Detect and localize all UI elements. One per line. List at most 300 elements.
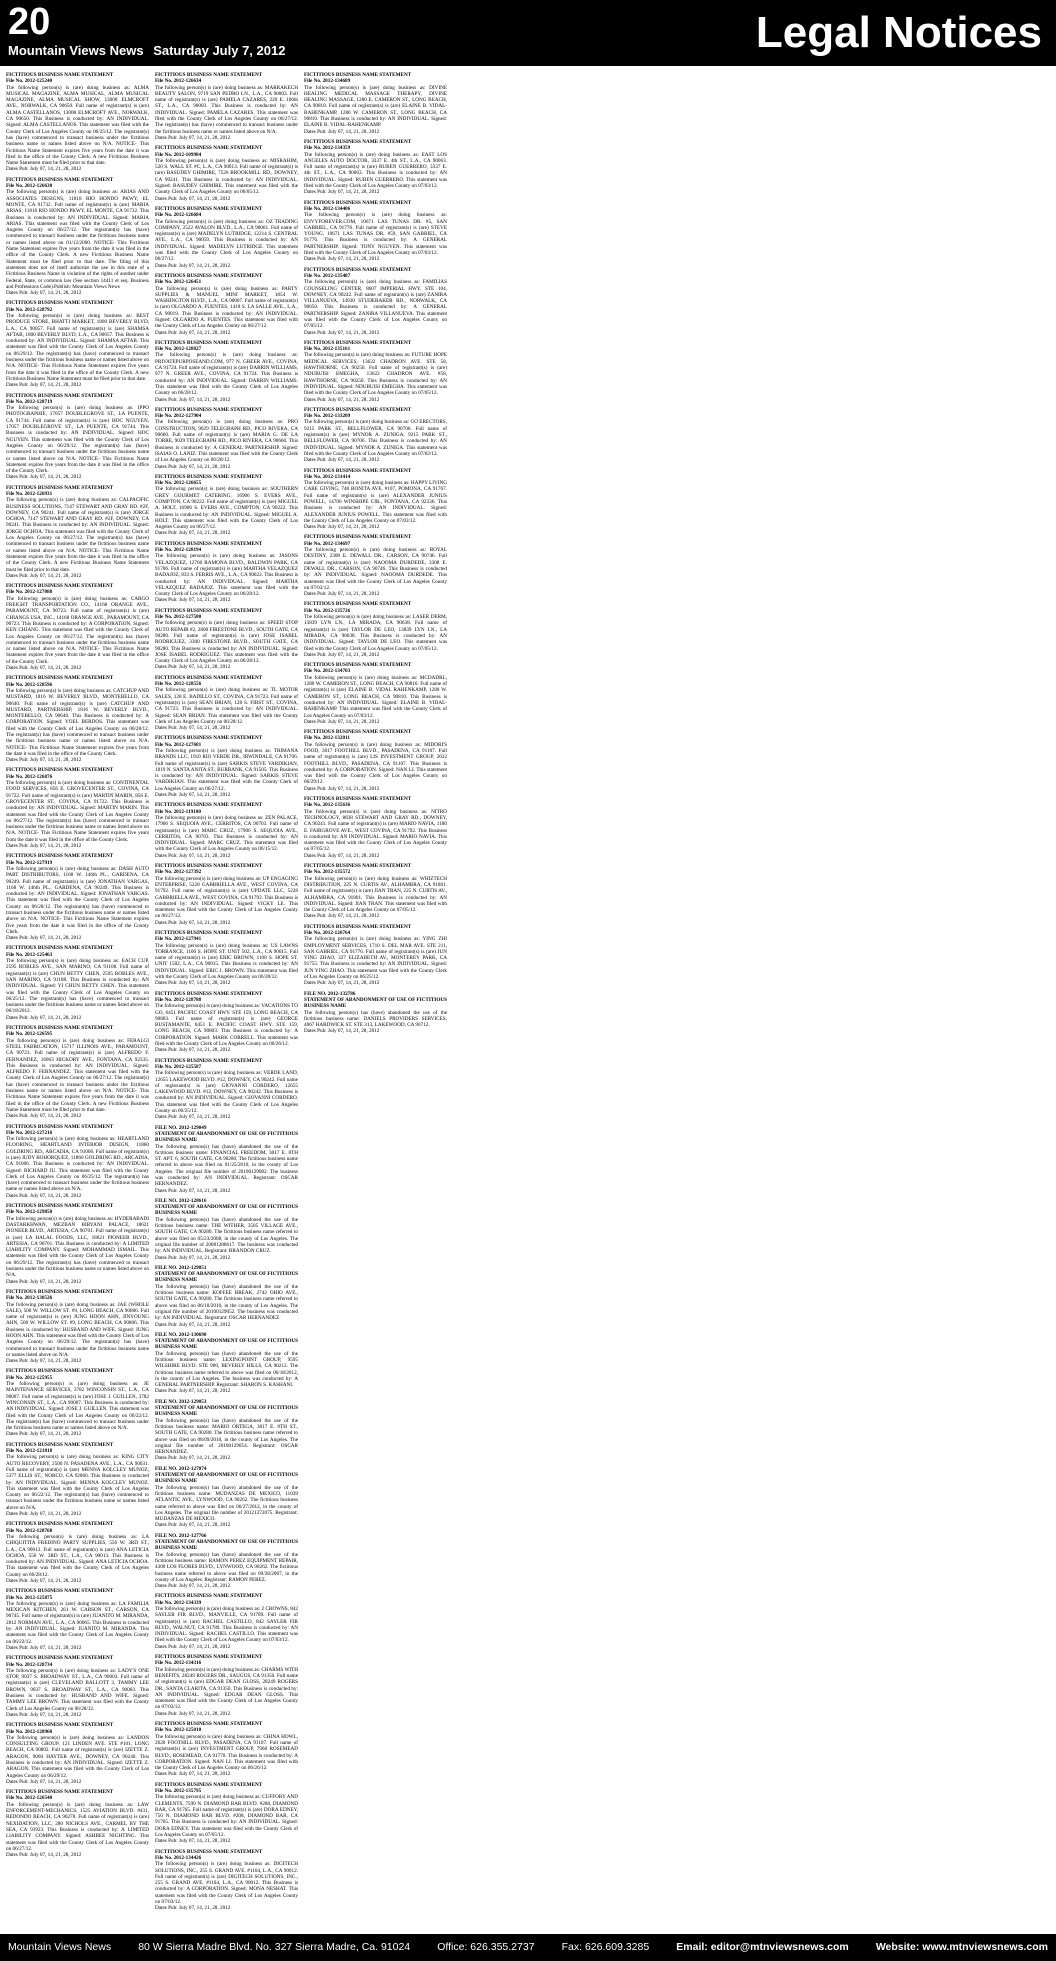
column-6 (751, 72, 894, 1930)
notice-body: The following person(s) is (are) doing business as: LA FAMILIA MEXICAN KITCHEN, 261 W. CARSON ST., CARSON, CA 90745. Full name of registrant(s) is (are) JUANITO M. MIRANDA, 2812 NORMAN AVE., L.A., CA 90065. This Business is conducted by: AN INDIVIDUAL. Signed: JUANITO M. MIRANDA. This statement was filed with the County Clerk of Los Angeles County on 06/22/12. (6, 1600, 149, 1645)
notice-body: The following person(s) has (have) abandoned the use of the fictitious business name: MARIO ORTEGA, 3017 E. 8TH ST., SOUTH GATE, CA 90280. The fictitious business name referred to above was filed on 08/09/2010, in the county of Los Angeles. The original file number of 20100129054. Registrant: OSCAR HERNANDEZ. (155, 1417, 298, 1456)
notice-file-number: File No. 2012-128827 (155, 346, 202, 353)
notice-file-number: File No. 2012-128768 (6, 1527, 53, 1534)
notice-file-number: File No. 2012-125875 (6, 1594, 53, 1601)
notice-file-number: File No. 2012-126931 (6, 491, 53, 497)
notice-title: FICTITIOUS BUSINESS NAME STATEMENT (304, 266, 412, 273)
notice-body: The following person(s) has (have) abandoned the use of the fictitious business name: RAMON PEREZ EQUIPMENT REPAIR, 4300 LOS FLORES BLVD., LYNWOOD, CA 90262. The fictitious business name referred to above was filed on 09/28/2007, in the county of Los Angeles. Registrant: RAMON PEREZ. (155, 1551, 298, 1583)
notice-dates: Dates Pub: July 07, 14, 21, 28, 2012 (6, 1644, 82, 1651)
notice-file-number: File No. 2012-128788 (155, 996, 202, 1003)
notice-body: The following person(s) is (are) doing business as: NITRO TECHNOLOGY, 8838 STEWART AND GRAY RD., DOWNEY, CA 90241. Full name of registrant(s) is (are) MARIO NAVIA, 1180 E. FAIRGROVE AVE., WEST COVINA, CA 91792. This Business is conducted by: AN INDIVIDUAL. Signed: MARIO NAVIA. This statement was filed with the County Clerk of Los Angeles County on 07/05/12. (304, 808, 447, 853)
notice-dates: Dates Pub: July 07, 14, 21, 28, 2012 (155, 195, 231, 202)
notice-title: FICTITIOUS BUSINESS NAME STATEMENT (6, 1123, 114, 1130)
notice-title: FICTITIOUS BUSINESS NAME STATEMENT (6, 945, 114, 952)
notice-title: FICTITIOUS BUSINESS NAME STATEMENT (6, 484, 114, 491)
notice-body: The following person(s) is (are) doing business as: VERDE LAND, 12655 LAKEWOOD BLVD. #12, DOWNEY, CA 90242. Full name of registrant(s) is (are) GIOVANNI CORDERO, 12655 LAKEWOOD BLVD. #12, DOWNEY, CA 90242. This Business is conducted by: AN INDIVIDUAL. Signed: GIOVANNI CORDERO. This statement was filed with the County Clerk of Los Angeles County on 06/25/12. (155, 1070, 298, 1115)
notice-body: The following person(s) is (are) doing business as: TL MOTOR SALES, 128 E. BADILLO ST., COVINA, CA 91723. Full name of registrant(s) is (are) SEAN BRIAN, 128 S. FIRST ST., COVINA, CA 91723. This Business is conducted by: AN INDIVIDUAL. Signed: SEAN BRIAN. This statement was filed with the County Clerk of Los Angeles County on 06/28/12. (155, 687, 298, 725)
legal-notice (304, 468, 447, 531)
notice-title: FICTITIOUS BUSINESS NAME STATEMENT (155, 1848, 263, 1855)
notice-title: FICTITIOUS BUSINESS NAME STATEMENT (6, 1025, 114, 1032)
legal-notice (304, 863, 447, 920)
notice-title: FICTITIOUS BUSINESS NAME STATEMENT (155, 272, 263, 279)
notice-file-number: File No. 2012-109984 (155, 151, 202, 158)
notice-body: The following person(s) is (are) doing business as: DIVINE HEALING MEDICAL MASSAGE THERAPY, DIVINE HEALING MASSAGE, 1280 E. CAMERON ST., LONG BEACH, CA 90810. Full name of registrant(s) is (are) ELAINE B. VIDAL-RAHENKAMP, 1280 W. CAMERON ST., LONG BEACH, CA 90810. This Business is conducted by: AN INDIVIDUAL. Signed: ELAINE B. VIDAL-RAHENKAMP. (304, 84, 447, 129)
notice-file-number: File No. 2012-128719 (6, 398, 53, 405)
notice-file-number: File No. 2012-135726 (304, 607, 351, 614)
notice-dates: Dates Pub: July 07, 14, 21, 28, 2012 (155, 1522, 231, 1529)
notice-body: The following person(s) is (are) doing business as: PRO CONSTRUCTION, 9029 TELEGRAPH RD., PICO RIVERA, CA 90660. Full name of registrant(s) is (are) MARIA G. DE LA TORRE, 9029 TELEGRAPH RD., PICO RIVERA, CA 90660. This Business is conducted by: A GENERAL PARTNERSHIP. Signed: ISAIAS O. LANIZ. This statement was filed with the County Clerk of Los Angeles County on 06/28/12. (155, 419, 298, 464)
legal-notice (6, 1025, 149, 1119)
legal-notice (155, 407, 298, 470)
legal-notice (155, 1782, 298, 1845)
notice-file-number: File No. 2012-135572 (304, 869, 351, 876)
legal-notice (6, 485, 149, 579)
notice-title: FICTITIOUS BUSINESS NAME STATEMENT (6, 1203, 114, 1210)
notice-dates: Dates Pub: July 07, 14, 21, 28, 2012 (6, 1278, 82, 1285)
notice-dates: Dates Pub: July 07, 14, 21, 28, 2012 (304, 128, 380, 135)
legal-notice (304, 267, 447, 336)
notice-body: The following person(s) is (are) doing business as: YING ZHI EMPLOYMENT SERVICES, 1710 S. DEL MAR AVE. STE 211, SAN GABRIEL, CA 91776. Full name of registrant(s) is (are) JUN YING ZHAO, 327 ELIZABETH AV., MONTEREY PARK, CA 91755. This Business is conducted by: AN INDIVIDUAL. Signed: JUN YING ZHAO. This statement was filed with the County Clerk of Los Angeles County on 06/25/12. (304, 936, 447, 981)
notice-title: FICTITIOUS BUSINESS NAME STATEMENT (6, 300, 114, 307)
notice-dates: Dates Pub: July 07, 14, 21, 28, 2012 (6, 757, 82, 764)
notice-title: FICTITIOUS BUSINESS NAME STATEMENT (6, 392, 114, 399)
notice-file-number: STATEMENT OF ABANDONMENT OF USE OF FICTITIOUS BUSINESS NAME (155, 1338, 298, 1351)
notice-file-number: File No. 2012-134359 (304, 145, 351, 152)
notice-body: The following person(s) is (are) doing business as: VACATIONS TO GO, 6451 PACIFIC COAST HWY. STE 159, LONG BEACH, CA 90803. Full name of registrant(s) is (are) GEORGE BUSTAMANTE, 6451 E. PACIFIC COAST HWY. STE 159, LONG BEACH, CA 90803. This Business is conducted by: A CORPORATION. Signed: MARK CORRELL. This statement was filed with the County Clerk of Los Angeles County on 06/26/12. (155, 1003, 298, 1048)
notice-title: FICTITIOUS BUSINESS NAME STATEMENT (304, 339, 412, 346)
notice-file-number: File No. 2012-125955 (6, 1374, 53, 1381)
notice-body: The following person(s) is (are) doing business as: LANDON CONSULTING GROUP, 121 LINDEN AVE. STE #101, LONG BEACH, CA 90802. Full name of registrant(s) is (are) IZETTE Z. ARAGON, 9060 HAYTER AVE., DOWNEY, CA 90240. This Business is conducted by: AN INDIVIDUAL. Signed: IZETTE Z. ARAGON. This statement was filed with the County Clerk of Los Angeles County on 06/29/12. (6, 1734, 149, 1779)
legal-notice (155, 1265, 298, 1328)
notice-dates: Dates Pub: July 07, 14, 21, 28, 2012 (155, 1583, 231, 1590)
notice-file-number: File No. 2012-128792 (6, 306, 53, 313)
notice-title: FILE NO. 2012-130690 (155, 1331, 207, 1338)
notice-dates: Dates Pub: July 07, 14, 21, 28, 2012 (304, 329, 380, 336)
legal-notice (6, 945, 149, 1021)
notice-dates: Dates Pub: July 07, 14, 21, 28, 2012 (155, 664, 231, 671)
notice-file-number: File No. 2012-127904 (155, 413, 202, 420)
notice-title: FICTITIOUS BUSINESS NAME STATEMENT (155, 339, 263, 346)
notice-body: The following person(s) is (are) doing business as: ZEN PALACE, 17906 S. SEQUOIA AVE., CERRITOS, CA 90703. Full name of registrant(s) is (are) MARC CRUZ, 17906 S. SEQUOIA AVE., CERRITOS, CA 90703. This Business is conducted by: AN INDIVIDUAL. Signed: MARC CRUZ. This statement was filed with the County Clerk of Los Angeles County on 06/15/12. (155, 814, 298, 853)
notice-title: FICTITIOUS BUSINESS NAME STATEMENT (155, 72, 263, 78)
notice-body: The following person(s) is (are) doing business as: TRIMANA BRANDS LLC, 1910 RIO VERDE DR., IRWINDALE, CA 91706. Full name of registrant(s) is (are) SARKIS STEVE VARDIKIAN, 1019 N. SANTA ANITA ST., BURBANK, CA 91505. This Business is conducted by: AN INDIVIDUAL. Signed: SARKIS STEVE VARDIKIAN. This statement was filed with the County Clerk of Los Angeles County on 06/27/12. (155, 747, 298, 792)
notice-file-number: File No. 2012-127216 (6, 1129, 53, 1136)
notice-file-number: File No. 2012-128734 (6, 1661, 53, 1668)
legal-notice (6, 1789, 149, 1858)
notice-title: FICTITIOUS BUSINESS NAME STATEMENT (304, 662, 412, 669)
notice-dates: Dates Pub: July 07, 14, 21, 28, 2012 (6, 935, 82, 942)
notice-file-number: File No. 2012-126684 (155, 212, 202, 219)
legal-notice (155, 72, 298, 141)
notice-body: The following person(s) is (are) doing business as: DIGITECH SOLUTIONS, INC., 255 S. GRAND AVE. #1104, L.A., CA 90012. Full name of registrant(s) is (are) DIGITECH SOLUTIONS, INC., 255 S. GRAND AVE. #1104, L.A., CA 90012. This Business is conducted by: A CORPORATION. Signed: MONA NESHAT. This statement was filed with the County Clerk of Los Angeles County on 07/03/12. (155, 1861, 298, 1906)
notice-title: FICTITIOUS BUSINESS NAME STATEMENT (155, 1057, 263, 1064)
notice-dates: Dates Pub: July 07, 14, 21, 28, 2012 (6, 665, 82, 672)
notice-dates: Dates Pub: July 07, 14, 21, 28, 2012 (155, 1321, 231, 1328)
legal-notice (6, 1655, 149, 1718)
legal-notice (304, 340, 447, 403)
legal-notice (155, 1198, 298, 1261)
notice-file-number: File No. 2012-134703 (304, 668, 351, 675)
page-number: 20 (8, 1, 51, 43)
legal-notice (155, 273, 298, 336)
notice-body: The following person(s) is (are) doing business as: KING CITY AUTO RECOVERY, 2500 N. PASADENA AVE., L.A., CA 90031. Full name of registrant(s) is (are) MENNA KOLCLEY MUNOZ, 5377 ELLIS ST., NORCO, CA 92860. This Business is conducted by: AN INDIVIDUAL. Signed: MENNA KOLCLEY MUNOZ. This statement was filed with the County Clerk of Los Angeles County on 06/22/12. The registrant(s) has (have) commenced to transact business under the fictitious business name or names listed above on N/A. (6, 1454, 149, 1511)
notice-dates: Dates Pub: July 07, 14, 21, 28, 2012 (6, 382, 82, 389)
legal-notice (304, 924, 447, 987)
notice-title: FICTITIOUS BUSINESS NAME STATEMENT (155, 473, 263, 480)
notice-title: FILE NO. 2012-127074 (155, 1465, 207, 1472)
legal-notice (155, 802, 298, 859)
notice-title: FILE NO. 2012-129049 (155, 1124, 207, 1131)
legal-notice (6, 1521, 149, 1584)
notice-title: FICTITIOUS BUSINESS NAME STATEMENT (6, 583, 114, 590)
notice-title: FICTITIOUS BUSINESS NAME STATEMENT (304, 796, 412, 803)
notice-body: The following person(s) has (have) abandoned the use of the fictitious business name: KOFFEE BREAK, 2742 OHIO AVE., SOUTH GATE, CA 90280. The fictitious business name referred to above was filed on 06/10/2010, in the county of Los Angeles. The original file number of 20100129052. The business was conducted by: AN INDIVIDUAL. Registrant: OSCAR HERNANDEZ. (155, 1283, 298, 1322)
notice-body: The following person(s) is (are) doing business as: CHINA HOWL, 2620 FOOTHILL BLVD., PASADENA, CA 91107. Full name of registrant(s) is (are) INVESTMENT GROUP, 7968 ROSEMEAD BLVD., ROSEMEAD, CA 91770. This Business is conducted by: A CORPORATION. Signed: NAN LI. This statement was filed with the County Clerk of Los Angeles County on 06/26/12. (155, 1733, 298, 1772)
notice-body: The following person(s) has (have) abandoned the use of the fictitious business name: FINANCIAL FREEDOM, 3017 E. 8TH ST. APT. 6, SOUTH GATE, CA 90280. The fictitious business name referred to above was filed on 01/25/2010, in the county of Los Angeles. The original file number of 20100129082. The business was conducted by: AN INDIVIDUAL. Registrant: OSCAR HERNANDEZ. (155, 1143, 298, 1188)
notice-title: FICTITIOUS BUSINESS NAME STATEMENT (304, 923, 412, 930)
legal-notice (6, 1124, 149, 1200)
column-7 (900, 72, 1043, 1930)
legal-notice (6, 675, 149, 763)
masthead-line (8, 43, 291, 58)
notice-file-number: File No. 2012-134689 (304, 78, 351, 85)
notice-body: The following person(s) is (are) doing business as: JAE (WHOLE SALE), 500 W. WILLOW ST. #9, LONG BEACH, CA 90806. Full name of registrant(s) is (are) JUNG HOON AHN, JINYOUNG AHN, 500 W. WILLOW ST. #9, LONG BEACH, CA 90806. This Business is conducted by: HUSBAND AND WIFE. Signed: JUNG HOON AHN. This statement was filed with the County Clerk of Los Angeles County on 06/29/12. The registrant(s) has (have) commenced to transact business under the fictitious business name or names listed above on N/A. (6, 1301, 149, 1358)
notice-columns (6, 72, 1050, 1930)
notice-title: FICTITIOUS BUSINESS NAME STATEMENT (6, 1368, 114, 1375)
notice-body: The following person(s) is (are) doing business as: OZ TRADING COMPANY, 2522 AVALON BLVD., L.A., CA 90061. Full name of registrant(s) is (are) MADELYN LUTRIDGE, 12214 S. CENTRAL AVE., L.A., CA 90059. This Business is conducted by: AN INDIVIDUAL. Signed: MADELYN LUTRIDGE. This statement was filed with the County Clerk of Los Angeles County on 06/27/12. (155, 218, 298, 263)
notice-title: FICTITIOUS BUSINESS NAME STATEMENT (6, 1441, 114, 1448)
legal-notice (304, 729, 447, 792)
notice-dates: Dates Pub: July 07, 14, 21, 28, 2012 (6, 843, 82, 850)
legal-notice (155, 340, 298, 403)
notice-dates: Dates Pub: July 07, 14, 21, 28, 2012 (6, 1192, 82, 1199)
notice-title: FICTITIOUS BUSINESS NAME STATEMENT (6, 1655, 114, 1662)
notice-body: The following person(s) is (are) doing business as: FAMILIAS COUNSELING CENTER, 8607 IMPERIAL HWY. STE 104, DOWNEY, CA 90242. Full name of registrant(s) is (are) ZANIRA VILLANUEVA, 14930 STUDEBAKER RD., NORWALK, CA 90650. This Business is conducted by: A GENERAL PARTNERSHIP. Signed: ZANIRA VILLANUEVA. This statement was filed with the County Clerk of Los Angeles County on 07/05/12. (304, 279, 447, 330)
legal-notice (304, 407, 447, 464)
notice-dates: Dates Pub: July 07, 14, 21, 28, 2012 (304, 913, 380, 920)
notice-title: FICTITIOUS BUSINESS NAME STATEMENT (155, 735, 263, 742)
notice-dates: Dates Pub: July 07, 14, 21, 28, 2012 (304, 457, 380, 464)
notice-body: The following person(s) is (are) doing business as: LADY'S ONE STOP, 9037 S. BROADWAY ST., L.A., CA 90003. Full name of registrant(s) is (are) CLEVELAND BALLOTT 3, TAMMY LEE BROWN, 9037 S. BROADWAY ST., L.A., CA 90003. This Business is conducted by: HUSBAND AND WIFE. Signed: TAMMY LEE BROWN. This statement was filed with the County Clerk of Los Angeles County on 06/28/12. (6, 1667, 149, 1712)
notice-body: The following person(s) is (are) doing business as: CONTINENTAL FOOD SERVICES, 856 E. GROVECENTER ST., COVINA, CA 91722. Full name of registrant(s) is (are) MARTIN MARIN, 856 E. GROVECENTER ST., COVINA, CA 91722. This Business is conducted by: AN INDIVIDUAL. Signed: MARTIN MARIN. This statement was filed with the County Clerk of Los Angeles County on 06/27/12. The registrant(s) has (have) commenced to transact business under the fictitious business name or names listed above on N/A. NOTICE- This Fictitious Name Statement expires five years from the date it was filed in the office of the County Clerk. (6, 780, 149, 843)
legal-notice (6, 1289, 149, 1365)
legal-notice (6, 300, 149, 388)
notice-file-number: File No. 2012-134316 (155, 1660, 202, 1667)
notice-dates: Dates Pub: July 07, 14, 21, 28, 2012 (6, 1113, 82, 1120)
notice-file-number: File No. 2012-135487 (304, 272, 351, 279)
notice-file-number: File No. 2012-129850 (6, 1209, 53, 1216)
notice-file-number: File No. 2012-126655 (155, 480, 202, 487)
legal-notice (155, 1849, 298, 1912)
notice-title: FICTITIOUS BUSINESS NAME STATEMENT (304, 601, 412, 608)
notice-body: The following person(s) is (are) doing business as: HEARTLAND FLOORING, HEARTLAND INTERIOR DESIGN, 11860 GOLDRING RD., ARCADIA, CA 91006. Full name of registrant(s) is (are) JUDY BOHORQUEZ, 11860 GOLDRING RD., ARCADIA, CA 91006. This Business is conducted by: AN INDIVIDUAL. Signed: RICHARD JU. This statement was filed with the County Clerk of Los Angeles County on 06/25/12. The registrant(s) has (have) commenced to transact business under the fictitious business name or names listed above on N/A. (6, 1136, 149, 1193)
notice-body: The following person(s) is (are) doing business as: WHIZTECH DISTRIBUTION, 225 N. CURTIS AV., ALHAMBRA, CA 91801. Full name of registrant(s) is (are) JIAN TRAN, 225 N. CURTIS AV., ALHAMBRA, CA 91801. This Business is conducted by: AN INDIVIDUAL. Signed: JIAN TRAN. This statement was filed with the County Clerk of Los Angeles County on 07/05/12. (304, 875, 447, 914)
notice-title: FICTITIOUS BUSINESS NAME STATEMENT (304, 467, 412, 474)
page-header (0, 0, 1056, 66)
footer-fax: Fax: 626.609.3285 (561, 1941, 650, 1953)
notice-file-number: File No. 2012-126540 (6, 1795, 53, 1802)
notice-file-number: STATEMENT OF ABANDONMENT OF USE OF FICTITIOUS BUSINESS NAME (155, 1539, 298, 1552)
notice-dates: Dates Pub: July 07, 14, 21, 28, 2012 (6, 1711, 82, 1718)
notice-dates: Dates Pub: July 07, 14, 21, 28, 2012 (304, 718, 380, 725)
notice-file-number: File No. 2012-131414 (304, 473, 351, 480)
notice-body: The following person(s) is (are) doing business as: CATCHUP AND MUSTARD, 1816 W. BEVERLY BLVD., MONTEBELLO, CA 90640. Full name of registrant(s) is (are) CATCHUP AND MUSTARD, PARTNERSHIP, 1816 W. BEVERLY BLVD., MONTEBELLO, CA 90640. This Business is conducted by: A CORPORATION. Signed: YOEL BERDOS. This statement was filed with the County Clerk of Los Angeles County on 06/28/12. The registrant(s) has (have) commenced to transact business under the fictitious business name or names listed above on N/A. NOTICE- This Fictitious Name Statement expires five years from the date it was filed in the office of the County Clerk. (6, 687, 149, 757)
notice-dates: Dates Pub: July 07, 14, 21, 28, 2012 (155, 134, 231, 141)
legal-notice (6, 393, 149, 481)
legal-notice (304, 601, 447, 658)
notice-dates: Dates Pub: July 07, 14, 21, 28, 2012 (155, 1455, 231, 1462)
notice-dates: Dates Pub: July 07, 14, 21, 28, 2012 (6, 572, 82, 579)
notice-body: The following person(s) is (are) doing business as: JASONS VELAZQUEZ, 12760 RAMONA BLVD., BALDWIN PARK, CA 91706. Full name of registrant(s) is (are) MARTHA VELAZQUEZ BADAJOZ, 833 S. FERRIS AVE., L.A., CA 90022. This Business is conducted by: AN INDIVIDUAL. Signed: MARTHA VELAZQUEZ BADAJOZ. This statement was filed with the County Clerk of Los Angeles County on 06/28/12. (155, 553, 298, 598)
notice-title: FICTITIOUS BUSINESS NAME STATEMENT (155, 145, 263, 152)
publication-name: Mountain Views News (8, 43, 144, 58)
footer-email[interactable]: Email: editor@mtnviewsnews.com (676, 1941, 849, 1953)
notice-title: FILE NO. 2012-129053 (155, 1398, 207, 1405)
notice-body: The following person(s) is (are) doing business as: ENVYFOREVER.COM, 10671 LAS TUNAS DR. #5, SAN GABRIEL, CA 91776. Full name of registrant(s) is (are) STEVE YOUNG, 10671 LAS TUNAS DR. #59, SAN GABRIEL, CA 91776. This Business is conducted by: A GENERAL PARTNERSHIP. Signed: TONY NGUYEN. This statement was filed with the County Clerk of Los Angeles County on 07/03/12. (304, 212, 447, 257)
notice-dates: Dates Pub: July 07, 14, 21, 28, 2012 (155, 597, 231, 604)
legal-notice (155, 1654, 298, 1717)
notice-body: The following person(s) is (are) doing business as: MCDADRL, 1280 W. CAMERON ST., LONG BEACH, CA 90810. Full name of registrant(s) is (are) ELAINE B. VIDAL RAHENKAMP, 1280 W. CAMERON ST., LONG BEACH, CA 90810. This Business is conducted by: AN INDIVIDUAL. Signed: ELAINE B. VIDAL-RAHENKAMP. This statement was filed with the County Clerk of Los Angeles County on 07/03/12. (304, 674, 447, 719)
legal-notice (155, 206, 298, 269)
notice-file-number: File No. 2012-125240 (6, 78, 53, 85)
notice-dates: Dates Pub: July 07, 14, 21, 28, 2012 (304, 524, 380, 531)
notice-file-number: File No. 2012-125587 (155, 1063, 202, 1070)
notice-title: FICTITIOUS BUSINESS NAME STATEMENT (304, 534, 412, 541)
notice-dates: Dates Pub: July 07, 14, 21, 28, 2012 (6, 1014, 82, 1021)
notice-file-number: File No. 2012-134406 (304, 205, 351, 212)
notice-title: FICTITIOUS BUSINESS NAME STATEMENT (304, 863, 412, 870)
notice-file-number: STATEMENT OF ABANDONMENT OF USE OF FICTITIOUS BUSINESS NAME (155, 1472, 298, 1485)
notice-dates: Dates Pub: July 07, 14, 21, 28, 2012 (304, 785, 380, 792)
notice-file-number: File No. 2012-128556 (155, 681, 202, 688)
notice-body: The following person(s) is (are) doing business as: MIDORI'S FOOD, 3017 FOOTHILL BLVD., PASADENA, CA 91107. Full name of registrant(s) is (are) LIS INVESTMENT GROUP, 2632 FOOTHILL BLVD., PASADENA, CA 91107. This Business is conducted by: A CORPORATION. Signed: NAN LI. This statement was filed with the County Clerk of Los Angeles County on 06/29/12. (304, 741, 447, 786)
notice-title: FICTITIOUS BUSINESS NAME STATEMENT (6, 1722, 114, 1729)
notice-file-number: STATEMENT OF ABANDONMENT OF USE OF FICTITIOUS BUSINESS NAME (304, 996, 447, 1010)
notice-file-number: File No. 2012-127941 (155, 936, 202, 943)
notice-title: FICTITIOUS BUSINESS NAME STATEMENT (304, 406, 412, 413)
notice-dates: Dates Pub: July 07, 14, 21, 28, 2012 (6, 1511, 82, 1518)
notice-body: The following person(s) is (are) doing business as: LA CHIQUITITA FREDINO PARTY SUPPLIES, 556 W. 3RD ST., L.A., CA 90013. Full name of registrant(s) is (are) ANA LETICIA OCHOA, 556 W. 3RD ST., L.A., CA 90013. This Business is conducted by: AN INDIVIDUAL. Signed: ANA LETICIA OCHOA. This statement was filed with the County Clerk of Los Angeles County on 06/28/12. (6, 1533, 149, 1578)
notice-body: The following person(s) is (are) doing business as: ROYAL DESTINY, 2308 E. DEWALL DR., CARSON, CA 90746. Full name of registrant(s) is (are) NAOOMA DURDEDE, 3308 E. DEWALL DR., CARSON, CA 90746. This Business is conducted by: AN INDIVIDUAL. Signed: NAOOMA DURDEDE. This statement was filed with the County Clerk of Los Angeles County on 07/03/12. (304, 547, 447, 591)
legal-notice (155, 1721, 298, 1778)
notice-dates: Dates Pub: July 07, 14, 21, 28, 2012 (6, 1431, 82, 1438)
notice-body: The following person(s) is (are) doing business as: PARTY SUPPLIES & MANUEL MINI MARKET, 1854 W. WASHINGTON BLVD., L.A., CA 90007. Full name of registrant(s) is (are) OLGARDO A. FUENTES, 1418 S. LA SALLE AVE., L.A., CA 90019. This Business is conducted by: AN INDIVIDUAL. Signed: OLGARDO A. FUENTES. This statement was filed with the County Clerk of Los Angeles County on 06/27/12. (155, 285, 298, 330)
legal-notice (6, 1368, 149, 1437)
notice-file-number: File No. 2012-126876 (6, 773, 53, 780)
notice-file-number: File No. 2012-126634 (155, 78, 202, 85)
notice-file-number: File No. 2012-134339 (155, 1599, 202, 1606)
notice-file-number: File No. 2012-127392 (155, 869, 202, 876)
notice-body: The following person(s) is (are) doing business as: BEST PRODUCE STORE, BHATTI MARKET, 1800 BEVERLY BLVD, L.A., CA 90057. Full name of registrant(s) is (are) SHAMSA AFTAB, 1800 BEVERLY BLVD, L.A., CA 90057. This Business is conducted by: AN INDIVIDUAL. Signed: SHAMSA AFTAB. This statement was filed with the County Clerk of Los Angeles County on 06/29/12. The registrant(s) has (have) commenced to transact business under the fictitious business name or names listed above on N/A. NOTICE- This Fictitious Name Statement expires five years from the date it was filed in the office of the County Clerk. A new Fictitious Business Name Statement must be filed prior to that date. (6, 312, 149, 382)
notice-file-number: File No. 2012-127088 (6, 589, 53, 596)
legal-notice (155, 1593, 298, 1650)
notice-dates: Dates Pub: July 07, 14, 21, 28, 2012 (304, 591, 380, 598)
notice-body: The following person(s) is (are) doing business as: GO ERECTORS, 9215 PARK ST., BELLFLOWER, CA 90706. Full name of registrant(s) is (are) MYNOR A. ZUNIGA, 9215 PARK ST., BELLFLOWER, CA 90706. This Business is conducted by: AN INDIVIDUAL. Signed: MYNOR A. ZUNIGA. This statement was filed with the County Clerk of Los Angeles County on 07/02/12. (304, 419, 447, 457)
legal-notice (155, 608, 298, 671)
notice-body: The following person(s) is (are) doing business as: FERALGI STEEL FABRICATION, 15717 ILLINOIS AVE., PARAMOUNT, CA 90723. Full name of registrant(s) is (are) ALFREDO F. FERNANDEZ, 16063 HICKORY AVE., FONTANA, CA 92335. This Business is conducted by: AN INDIVIDUAL. Signed: ALFREDO F. FERNANDEZ. This statement was filed with the County Clerk of Los Angeles County on 06/27/12. The registrant(s) has (have) commenced to transact business under the fictitious business name or names listed above on N/A. NOTICE- This Fictitious Name Statement expires five years from the date it was filed in the office of the County Clerk. A new Fictitious Business Name Statement must be filed prior to that date. (6, 1037, 149, 1113)
footer-address: 80 W Sierra Madre Blvd. No. 327 Sierra Madre, Ca. 91024 (138, 1941, 411, 1953)
notice-file-number: File No. 2012-126764 (304, 930, 351, 936)
notice-file-number: File No. 2012-127580 (155, 614, 202, 621)
notice-file-number: File No. 2012-130526 (6, 1295, 53, 1302)
notice-dates: Dates Pub: July 07, 14, 21, 28, 2012 (6, 290, 82, 297)
legal-notice (6, 72, 149, 173)
legal-notice (6, 1722, 149, 1785)
notice-dates: Dates Pub: July 07, 14, 21, 28, 2012 (155, 1114, 231, 1121)
notice-title: FILE NO. 2012-132786 (304, 990, 356, 997)
notice-body: The following person(s) is (are) doing business as: PRIVATEPURPOSEAND.COM, 977 N. GREER AVE., COVINA, CA 91724. Full name of registrant(s) is (are) DARRIN WILLIAMS, 977 N. GREER AVE., COVINA, CA 91724. This Business is conducted by: AN INDIVIDUAL. Signed: DARRIN WILLIAMS. This statement was filed with the County Clerk of Los Angeles County on 06/28/12. (155, 352, 298, 397)
legal-notice (304, 139, 447, 196)
notice-file-number: STATEMENT OF ABANDONMENT OF USE OF FICTITIOUS BUSINESS NAME (155, 1405, 298, 1418)
notice-body: The following person(s) is (are) doing business as: SPEED STOP AUTO REPAIR #2, 2800 FIRESTONE BLVD., SOUTH GATE, CA 90280. Full name of registrant(s) is (are) JOSE ISABEL RODRIGUEZ, 3300 FIRESTONE BLVD., SOUTH GATE, CA 90280. This Business is conducted by: AN INDIVIDUAL. Signed: JOSE ISABEL RODRIGUEZ. This statement was filed with the County Clerk of Los Angeles County on 06/28/12. (155, 620, 298, 665)
notice-title: FICTITIOUS BUSINESS NAME STATEMENT (155, 863, 263, 870)
notice-body: The following person(s) is (are) doing business as: UP ENGAGING ENTERPRISE, 5228 GABBRIELLA AVE., WEST COVINA, CA 91792. Full name of registrant(s) is (are) UPDATE LLC, 5228 GABBRIELLA AVE., WEST COVINA, CA 91792. This Business is conducted by: AN INDIVIDUAL. Signed: VICKY LE. This statement was filed with the County Clerk of Los Angeles County on 06/27/12. (155, 875, 298, 920)
notice-dates: Dates Pub: July 07, 14, 21, 28, 2012 (155, 396, 231, 403)
notice-file-number: STATEMENT OF ABANDONMENT OF USE OF FICTITIOUS BUSINESS NAME (155, 1204, 298, 1217)
notice-dates: Dates Pub: July 07, 14, 21, 28, 2012 (304, 396, 380, 403)
notice-dates: Dates Pub: July 07, 14, 21, 28, 2012 (155, 1643, 231, 1650)
notice-file-number: File No. 2012-135636 (304, 802, 351, 809)
notice-title: FICTITIOUS BUSINESS NAME STATEMENT (6, 72, 114, 78)
notice-body: The following person(s) is (are) doing business as: CARGO FREIGHT TRANSPORTATION CO., 14168 ORANGE AVE., PARAMOUNT, CA 90723. Full name of registrant(s) is (are) CHIANGS USA, INC., 14168 ORANGE AVE., PARAMOUNT, CA 90723. This Business is conducted by: A CORPORATION. Signed: KEN CHIANG. This statement was filed with the County Clerk of Los Angeles County on 06/27/12. The registrant(s) has (have) commenced to transact business under the fictitious business name or names listed above on N/A. NOTICE- This Fictitious Name Statement expires five years from the date it was filed in the office of the County Clerk. (6, 595, 149, 665)
notice-body: The following person(s) is (are) doing business as: CALPACIFIC BUSINESS SOLUTIONS, 7147 STEWART AND GRAY RD. #2F, DOWNEY, CA 90241. Full name of registrant(s) is (are) JORGE OCHOA, 7147 STEWART AND GRAY RD. #2F, DOWNEY, CA 90241. This Business is conducted by: AN INDIVIDUAL. Signed: JORGE OCHOA. This statement was filed with the County Clerk of Los Angeles County on 06/27/12. The registrant(s) has (have) commenced to transact business under the fictitious business name or names listed above on N/A. NOTICE- This Fictitious Name Statement expires five years from the date it was filed in the office of the County Clerk. A new Fictitious Business Name Statement must be filed prior to that date. (6, 497, 149, 573)
notice-title: FICTITIOUS BUSINESS NAME STATEMENT (304, 72, 412, 78)
notice-dates: Dates Pub: July 07, 14, 21, 28, 2012 (155, 530, 231, 537)
notice-file-number: File No. 2012-133209 (304, 413, 351, 420)
notice-title: FICTITIOUS BUSINESS NAME STATEMENT (155, 802, 263, 809)
notice-dates: Dates Pub: July 07, 14, 21, 28, 2012 (155, 1771, 231, 1778)
notice-title: FICTITIOUS BUSINESS NAME STATEMENT (6, 853, 114, 860)
notice-body: The following person(s) is (are) doing business as: DASH AUTO PART DISTRIBUTORS, 1168 W. 146th PL., GARDENA, CA 90249. Full name of registrant(s) is (are) JONATHAN VARGAS, 1168 W. 146th PL., GARDENA, CA 90249. This Business is conducted by: AN INDIVIDUAL. Signed: JONATHAN VARGAS. This statement was filed with the County Clerk of Los Angeles County on 06/28/12. The registrant(s) has (have) commenced to transact business under the fictitious business name or names listed above on N/A. NOTICE- This Fictitious Name Statement expires five years from the date it was filed in the office of the County Clerk. (6, 865, 149, 935)
notice-title: FICTITIOUS BUSINESS NAME STATEMENT (155, 540, 263, 547)
column-1 (6, 72, 149, 1930)
notice-dates: Dates Pub: July 07, 14, 21, 28, 2012 (155, 1187, 231, 1194)
legal-notice (6, 177, 149, 297)
issue-date: Saturday July 7, 2012 (153, 43, 286, 58)
footer-website[interactable]: Website: www.mtnviewsnews.com (875, 1941, 1048, 1953)
notice-body: The following person(s) is (are) doing business as: ALMA MUSICAL MAGAZINE, ALMA MUSICAL, ALMA MUSICAL MAGAZINE, ALMA MUSICAL SHOW, 13008 ELMCROFT AVE., NORWALK, CA 90650. Full name of registrant(s) is (are) ALMA CASTELLANOS, 13008 ELMCROFT AVE., NORWALK, CA 90650. This Business is conducted by: AN INDIVIDUAL. Signed: ALMA CASTELLANOS. This statement was filed with the County Clerk of Los Angeles County on 06/25/12. The registrant(s) has (have) commenced to transact business under the fictitious business name or names listed above on N/A. NOTICE- This Fictitious Name Statement expires five years from the date it was filed in the office of the County Clerk. A new Fictitious Business Name Statement must be filed prior to that date. (6, 84, 149, 167)
notice-file-number: File No. 2012-135795 (155, 1788, 202, 1794)
notice-body: The following person(s) is (are) doing business as: EAST LOS ANGELES AUTO DOCTOR, 3337 E. 4th ST., L.A., CA 90063. Full name of registrant(s) is (are) RUBEN GUERRERO, 3337 E. 4th ST., L.A., CA 90063. This Business is conducted by: AN INDIVIDUAL. Signed: RUBEN GUERRERO. This statement was filed with the County Clerk of Los Angeles County on 07/03/12. (304, 151, 447, 190)
notice-title: FICTITIOUS BUSINESS NAME STATEMENT (6, 767, 114, 774)
notice-dates: Dates Pub: July 07, 14, 21, 28, 2012 (6, 1358, 82, 1365)
notice-body: The following person(s) is (are) doing business as: LASER DERM, 13839 LYN LN., LA MIRADA, CA 90638. Full name of registrant(s) is (are) TAYLOR DE LEO, 13839 LYN LN., LA MIRADA, CA 90638. This Business is conducted by: AN INDIVIDUAL. Signed: TAYLOR DE LEO. This statement was filed with the County Clerk of Los Angeles County on 07/05/12. (304, 614, 447, 652)
legal-notice (6, 853, 149, 941)
notice-body: The following person(s) is (are) doing business as: LAW ENFORCEMENT-MECHANICS, 1525 AVIATION BLVD. #431, REDONDO BEACH, CA 90278. Full name of registrant(s) is (are) NEXIDATION, LLC, 280 NICHOLS AVE., CARMEL BY THE SEA, CA 93923. This Business is conducted by: A LIMITED LIABILITY COMPANY. Signed: ASHBEE NIGHTING. This statement was filed with the County Clerk of Los Angeles County on 06/27/12. (6, 1801, 149, 1852)
notice-dates: Dates Pub: July 07, 14, 21, 28, 2012 (155, 1838, 231, 1845)
notice-title: FILE NO. 2012-129051 (155, 1264, 207, 1271)
notice-file-number: File No. 2012-121818 (6, 1448, 53, 1455)
notice-body: The following person(s) is (are) doing business as: EACH CUP, 2595 ROBLES AVE., SAN MARINO, CA 91108. Full name of registrant(s) is (are) CHUN BETTY CHEN, 2595 ROBLES AVE., SAN MARINO, CA 91108. This Business is conducted by: AN INDIVIDUAL. Signed: YI CHUN BETTY CHEN. This statement was filed with the County Clerk of Los Angeles County on 06/25/12. The registrant(s) has (have) commenced to transact business under the fictitious business name or names listed above on 06/18/2012. (6, 958, 149, 1015)
notice-file-number: File No. 2012-135161 (304, 346, 351, 353)
legal-notice (304, 534, 447, 597)
legal-notice (304, 200, 447, 263)
notice-dates: Dates Pub: July 07, 14, 21, 28, 2012 (155, 792, 231, 799)
notice-dates: Dates Pub: July 07, 14, 21, 28, 2012 (155, 919, 231, 926)
notice-title: FICTITIOUS BUSINESS NAME STATEMENT (155, 674, 263, 681)
notice-dates: Dates Pub: July 07, 14, 21, 28, 2012 (304, 651, 380, 658)
notice-dates: Dates Pub: July 07, 14, 21, 28, 2012 (304, 189, 380, 196)
notice-body: The following person(s) is (are) doing business as: HYDERABADI DASTARKHWAN, MEZBAN BIRYANI PALACE, 18621 PIONEER BLVD., ARTESIA, CA 90701. Full name of registrant(s) is (are) LA HALAL FOODS, LLC, 18621 PIONEER BLVD., ARTESIA, CA 90701. This Business is conducted by: A LIMITED LIABILITY COMPANY. Signed: MOHAMMAD ISMAIL. This statement was filed with the County Clerk of Los Angeles County on 06/29/12. The registrant(s) has (have) commenced to transact business under the fictitious business name or names listed above on N/A. (6, 1215, 149, 1279)
legal-notice (6, 1588, 149, 1651)
notice-body: The following person(s) is (are) doing business as: CUFFORY AND CLEMENTS, 7590 N. DIAMOND BAR BLVD. #208, DIAMOND BAR, CA 91765. Full name of registrant(s) is (are) DORA EDNEY, 750 N. DIAMOND BAR BLVD. #208, DIAMOND BAR, CA 91765. This Business is conducted by: AN INDIVIDUAL. Signed: DORA EDNEY. This statement was filed with the County Clerk of Los Angeles County on 07/05/12. (155, 1794, 298, 1839)
legal-notice (155, 1332, 298, 1395)
page-footer (0, 1934, 1056, 1961)
legal-notice (304, 796, 447, 859)
notice-dates: Dates Pub: July 07, 14, 21, 28, 2012 (6, 1778, 82, 1785)
notice-dates: Dates Pub: July 07, 14, 21, 28, 2012 (304, 1028, 380, 1035)
notice-file-number: File No. 2012-128596 (6, 681, 53, 688)
notice-title: FICTITIOUS BUSINESS NAME STATEMENT (155, 1721, 263, 1728)
notice-title: FICTITIOUS BUSINESS NAME STATEMENT (6, 1588, 114, 1595)
legal-notice (155, 991, 298, 1054)
legal-notice (6, 583, 149, 671)
notice-file-number: File No. 2012-128194 (155, 547, 202, 554)
notice-file-number: File No. 2012-126595 (6, 1031, 53, 1038)
legal-notice (304, 72, 447, 135)
legal-notice (155, 863, 298, 926)
notice-title: FILE NO. 2012-127766 (155, 1532, 207, 1539)
notice-title: FICTITIOUS BUSINESS NAME STATEMENT (155, 930, 263, 936)
notice-file-number: File No. 2012-127681 (155, 741, 202, 748)
legal-notice (155, 1466, 298, 1529)
notice-dates: Dates Pub: July 07, 14, 21, 28, 2012 (6, 1852, 82, 1859)
footer-publication: Mountain Views News (8, 1941, 112, 1953)
notice-body: The following person(s) has (have) abandoned the use of the fictitious business name: DANIELS PROVIDERS SERVICES, 4067 HARDWICK ST. STE 313, LAKEWOOD, CA 90712. (304, 1009, 447, 1029)
legal-notice (304, 991, 447, 1035)
legal-notice (155, 145, 298, 202)
legal-notice (304, 662, 447, 725)
notice-title: FICTITIOUS BUSINESS NAME STATEMENT (155, 406, 263, 413)
notice-dates: Dates Pub: July 07, 14, 21, 28, 2012 (6, 474, 82, 481)
legal-notice (155, 474, 298, 537)
notice-title: FILE NO. 2012-128616 (155, 1197, 207, 1204)
notice-title: FICTITIOUS BUSINESS NAME STATEMENT (304, 199, 412, 206)
legal-notice (6, 767, 149, 849)
notice-body: The following person(s) is (are) doing business as: US LAWNS TORRANCE, 1100 S. HOPE ST. UNIT 502, L.A., CA 90015. Full name of registrant(s) is (are) ERIC BROWN, 1100 S. HOPE ST. UNIT 1502, L.A., CA 90015. This Business is conducted by: AN INDIVIDUAL. Signed: ERIC J. BROWN. This statement was filed with the County Clerk of Los Angeles County on 06/28/12. (155, 942, 298, 981)
notice-file-number: File No. 2012-125463 (6, 951, 53, 958)
notice-body: The following person(s) is (are) doing business as: MARRAKECH BEAUTY SALON, 9719 SAN PEDRO LN., L.A., CA 90003. Full name of registrant(s) is (are) PAMELA CAZARES, 220 E. 106th ST., L.A., CA 90003. This Business is conducted by: AN INDIVIDUAL. Signed: PAMELA CAZARES. This statement was filed with the County Clerk of Los Angeles County on 06/27/12. The registrant(s) has (have) commenced to transact business under the fictitious business name or names listed above on N/A. (155, 84, 298, 135)
column-3 (304, 72, 447, 1930)
column-4 (453, 72, 596, 1930)
notice-body: The following person(s) is (are) doing business as: JE MAINTENANCE SERVICES, 3782 WINCONSIN ST., L.A., CA 90007. Full name of registrant(s) is (are) JOSE J. GUILLEN, 3782 WINCONSIN ST., L.A., CA 90007. This Business is conducted by: AN INDIVIDUAL. Signed: JOSE J. GUILLEN. This statement was filed with the County Clerk of Los Angeles County on 06/22/12. The registrant(s) has (have) commenced to transact business under the fictitious business name or names listed above on N/A. (6, 1381, 149, 1432)
footer-office: Office: 626.355.2737 (437, 1941, 535, 1953)
notice-body: The following person(s) is (are) doing business as: MISRAHIM, 520 S. WALL ST. #C, L.A., CA 90013. Full name of registrant(s) is (are) BASUDEV GHIMIRE, 7526 BROOKMILL RD., DOWNEY, CA 90241. This Business is conducted by: AN INDIVIDUAL. Signed: BASUDEV GHIMIRE. This statement was filed with the County Clerk of Los Angeles County on 06/05/12. (155, 157, 298, 196)
notice-title: FICTITIOUS BUSINESS NAME STATEMENT (6, 176, 114, 183)
notice-body: The following person(s) is (are) doing business as: HAPPY LIVING CARE GIVING, 748 BONITA AVE. #107, POMONA, CA 91767. Full name of registrant(s) is (are) ALEXANDER JUNIUS POWELL, 14706 WINSHIPE CIR., FONTANA, CA 92336. This Business is conducted by: AN INDIVIDUAL. Signed: ALEXANDER JUNIUS POWELL. This statement was filed with the County Clerk of Los Angeles County on 07/02/12. (304, 480, 447, 524)
notice-file-number: File No. 2012-125010 (155, 1727, 202, 1734)
legal-notice (155, 930, 298, 987)
notice-body: The following person(s) has (have) abandoned the use of the fictitious business name: LEXINGPOINT GROUP, 9595 WILSHIRE BLVD. STE 900, BEVERLY HILLS, CA 90212. The fictitious business name referred to above was filed on 06/18/2012, in the county of Los Angeles. The business was conducted by: A GENERAL PARTNERSHIP. Registrant: SHARON S. KASHANI. (155, 1350, 298, 1389)
legal-notice (6, 1203, 149, 1285)
notice-file-number: File No. 2012-119100 (155, 808, 201, 815)
notice-title: FICTITIOUS BUSINESS NAME STATEMENT (6, 1288, 114, 1295)
notice-dates: Dates Pub: July 07, 14, 21, 28, 2012 (155, 1047, 231, 1054)
notice-title: FICTITIOUS BUSINESS NAME STATEMENT (155, 990, 263, 997)
notice-title: FICTITIOUS BUSINESS NAME STATEMENT (6, 1789, 114, 1796)
notice-dates: Dates Pub: July 07, 14, 21, 28, 2012 (6, 166, 82, 173)
notice-title: FICTITIOUS BUSINESS NAME STATEMENT (155, 1593, 263, 1600)
notice-dates: Dates Pub: July 07, 14, 21, 28, 2012 (304, 256, 380, 263)
notice-body: The following person(s) has (have) abandoned the use of the fictitious business name: MUDANZAS DE MEXICO, 11039 ATLANTIC AVE., LYNWOOD, CA 90262. The fictitious business name referred to above was filed on 06/27/2012, in the county of Los Angeles. The original file number of 20121272075. Registrant: MUDANZAS DE MEXICO. (155, 1484, 298, 1523)
column-5 (602, 72, 745, 1930)
notice-title: FICTITIOUS BUSINESS NAME STATEMENT (304, 729, 412, 736)
legal-notice (155, 541, 298, 604)
notice-title: FICTITIOUS BUSINESS NAME STATEMENT (6, 675, 114, 682)
notice-title: FICTITIOUS BUSINESS NAME STATEMENT (6, 1521, 114, 1528)
notice-file-number: File No. 2012-127919 (6, 859, 53, 866)
notice-dates: Dates Pub: July 07, 14, 21, 28, 2012 (155, 262, 231, 269)
